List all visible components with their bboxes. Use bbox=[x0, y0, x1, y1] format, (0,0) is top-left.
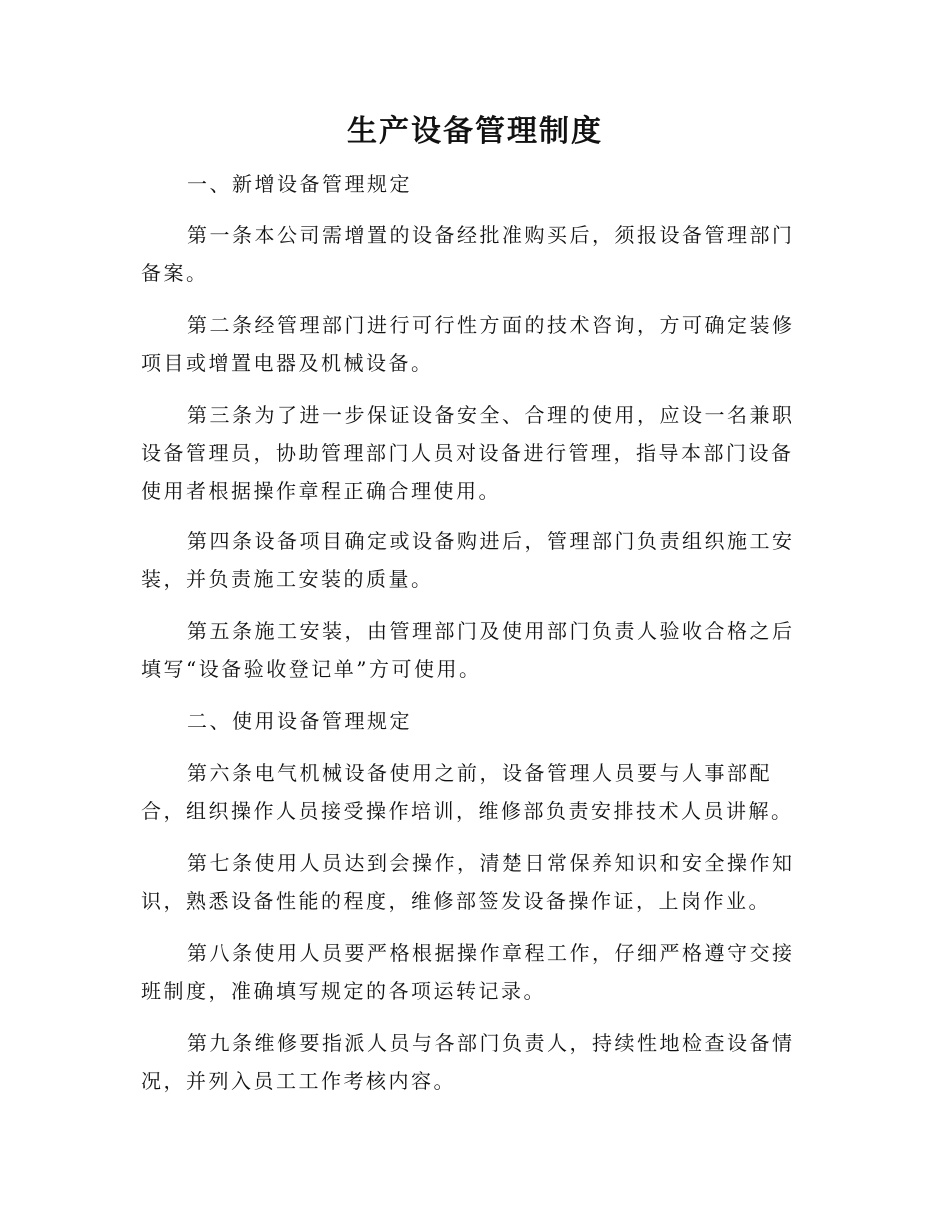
section-heading-equipment-use: 二、使用设备管理规定 bbox=[187, 709, 412, 733]
article-3: 第三条为了进一步保证设备安全、合理的使用，应设一名兼职设备管理员，协助管理部门人员对设备进行管理，指导本部门设备使用者根据操作章程正确合理使用。 bbox=[141, 403, 795, 503]
article-2: 第二条经管理部门进行可行性方面的技术咨询，方可确定装修项目或增置电器及机械设备。 bbox=[141, 313, 795, 375]
article-8: 第八条使用人员要严格根据操作章程工作，仔细严格遵守交接班制度，准确填写规定的各项运转记录。 bbox=[141, 941, 795, 1003]
article-1: 第一条本公司需增置的设备经批准购买后，须报设备管理部门备案。 bbox=[141, 223, 795, 285]
article-5: 第五条施工安装，由管理部门及使用部门负责人验收合格之后填写“设备验收登记单”方可使用。 bbox=[141, 619, 795, 681]
article-9: 第九条维修要指派人员与各部门负责人，持续性地检查设备情况，并列入员工工作考核内容。 bbox=[141, 1031, 795, 1093]
page-title: 生产设备管理制度 bbox=[347, 114, 603, 149]
article-7: 第七条使用人员达到会操作，清楚日常保养知识和安全操作知识，熟悉设备性能的程度，维修部签发设备操作证，上岗作业。 bbox=[141, 851, 795, 913]
article-4: 第四条设备项目确定或设备购进后，管理部门负责组织施工安装，并负责施工安装的质量。 bbox=[141, 529, 795, 591]
article-6: 第六条电气机械设备使用之前，设备管理人员要与人事部配合，组织操作人员接受操作培训，维修部负责安排技术人员讲解。 bbox=[141, 761, 794, 823]
section-heading-new-equipment: 一、新增设备管理规定 bbox=[187, 172, 412, 196]
